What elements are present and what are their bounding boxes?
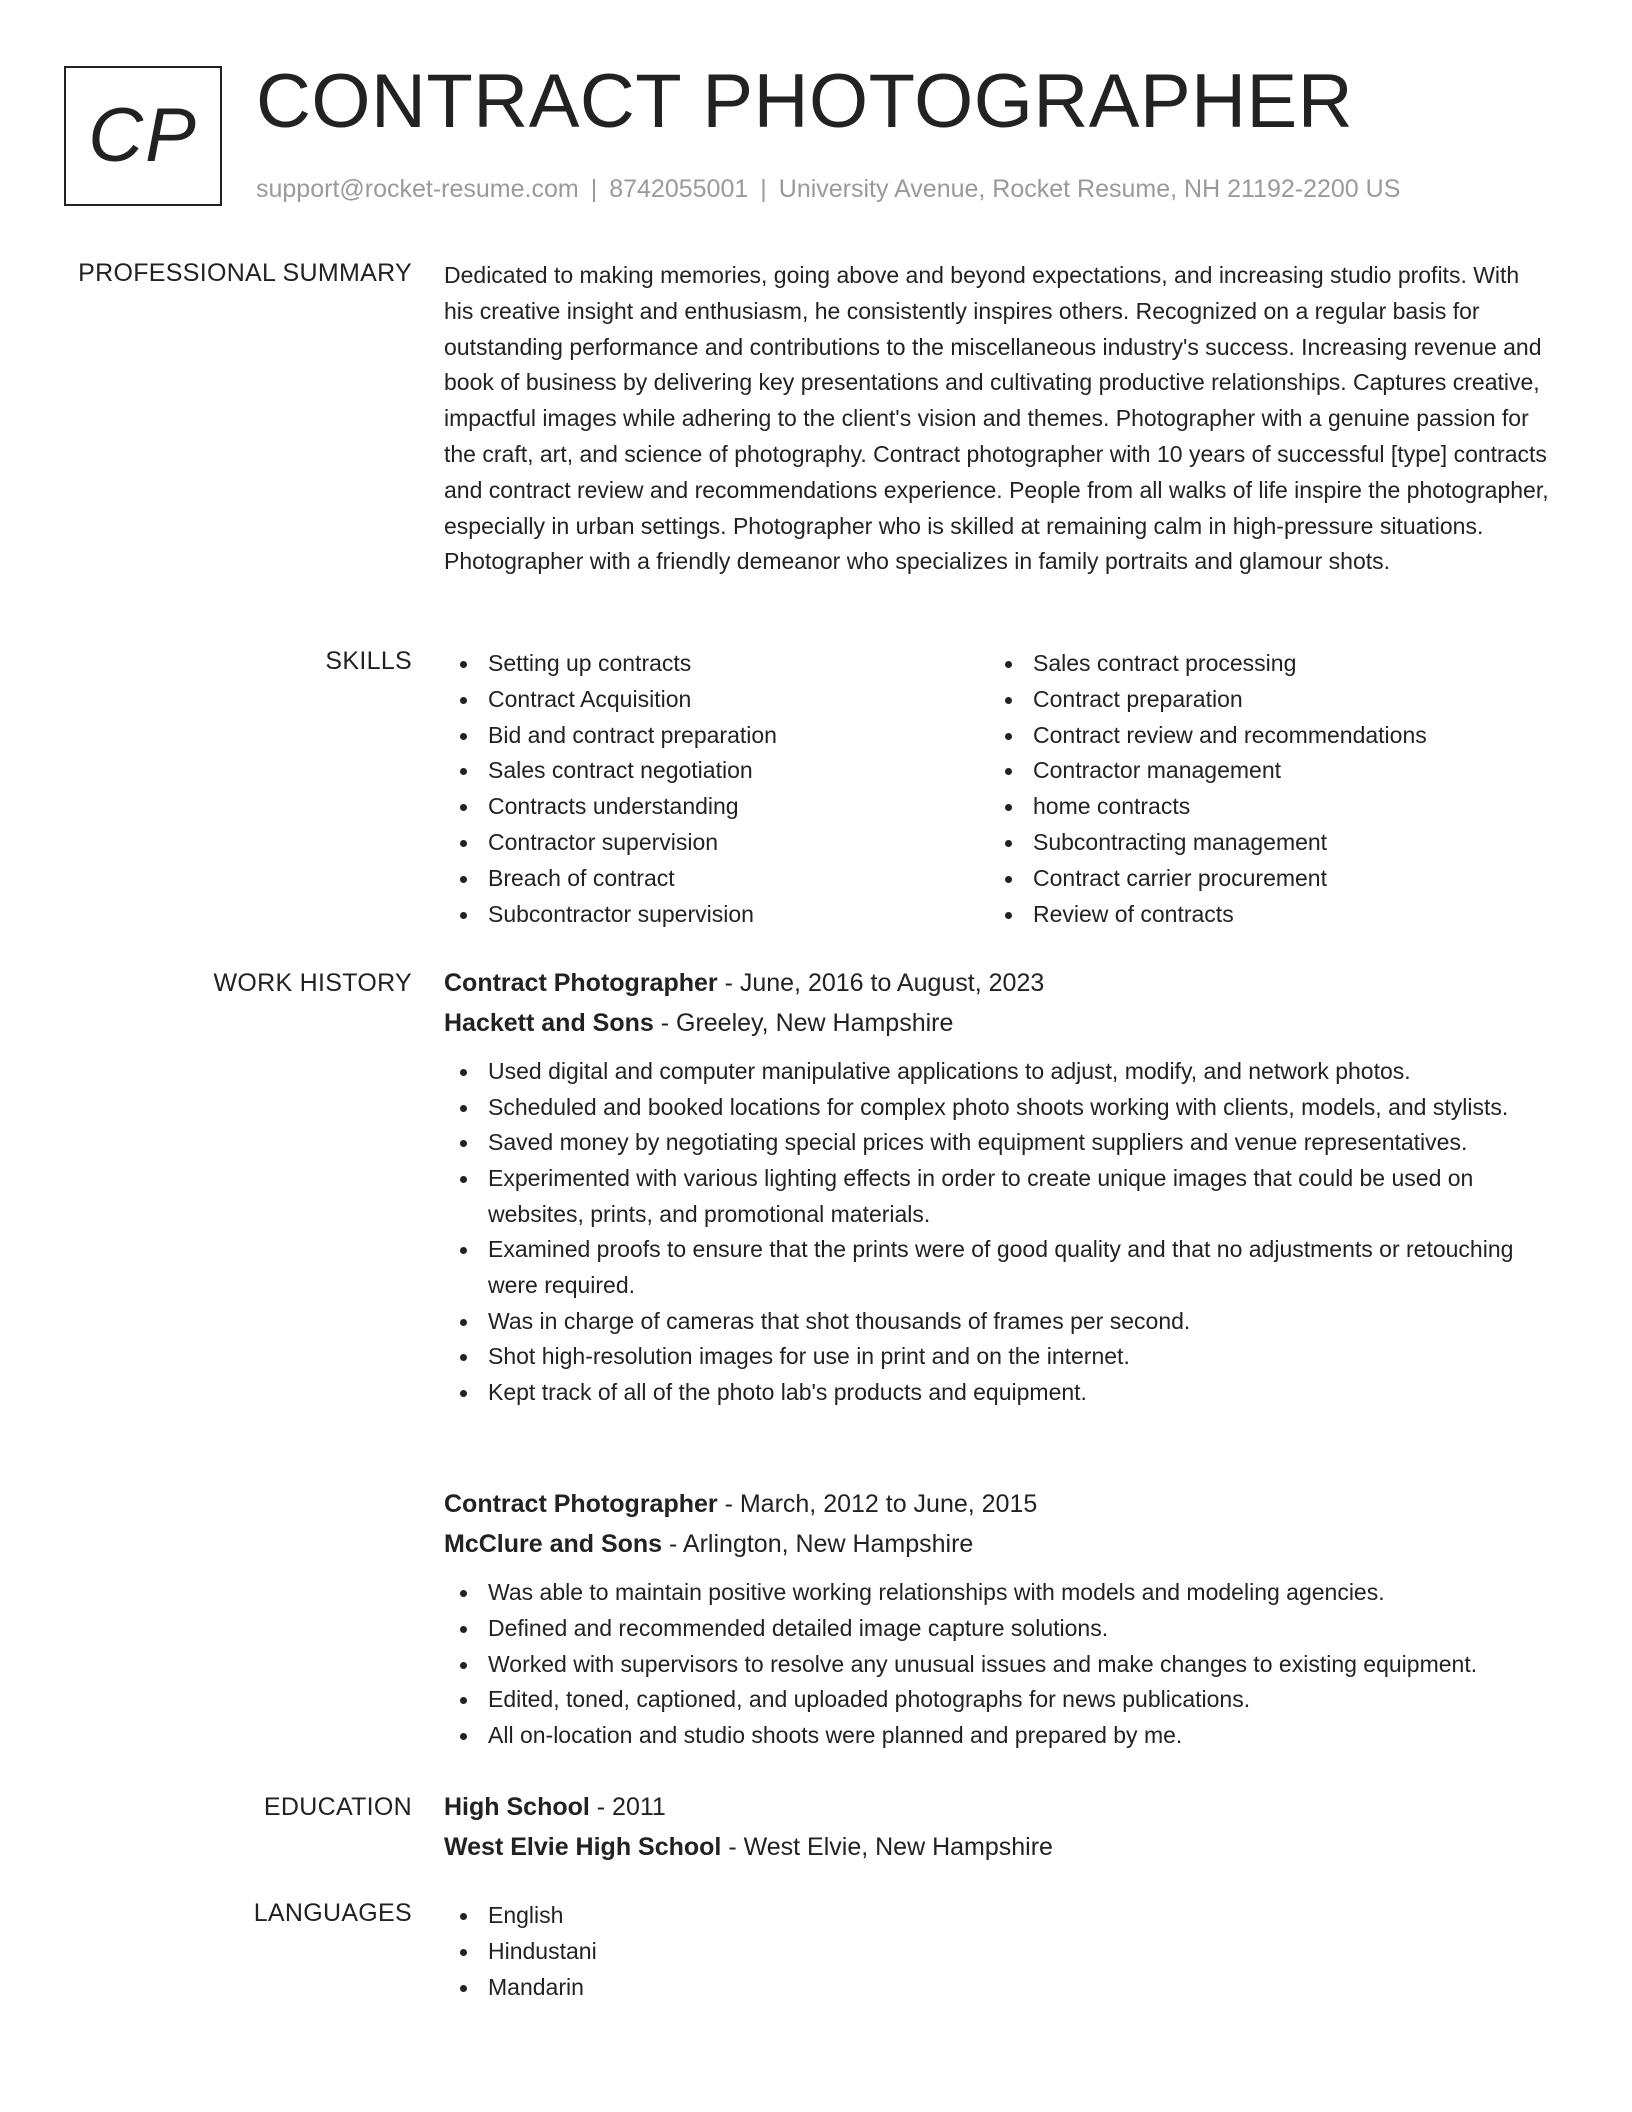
- contact-email: support@rocket-resume.com: [256, 175, 579, 203]
- skill-item: Bid and contract preparation: [444, 718, 989, 754]
- education-school: West Elvie High School: [444, 1833, 722, 1861]
- skill-item: Review of contracts: [989, 897, 1534, 933]
- job-entry: [444, 968, 1554, 1411]
- skill-item: Contract carrier procurement: [989, 861, 1534, 897]
- job-bullet: Was able to maintain positive working relationships with models and modeling agencies.: [444, 1575, 1554, 1611]
- summary-text: Dedicated to making memories, going above and beyond expectations, and increasing studio profits. With his creative insight and enthusiasm, he consistently inspires others. Recognized on a regular basis for outstanding performance and contributions to the miscellaneous industry's success. Increasing revenue and book of business by delivering key presentations and cultivating productive relationships. Captures creative, impactful images while adhering to the client's vision and themes. Photographer with a genuine passion for the craft, art, and science of photography. Contract photographer with 10 years of successful [type] contracts and contract review and recommendations experience. People from all walks of life inspire the photographer, especially in urban settings. Photographer who is skilled at remaining calm in high-pressure situations. Photographer with a friendly demeanor who specializes in family portraits and glamour shots.: [444, 262, 1549, 575]
- education-location: - West Elvie, New Hampshire: [721, 1833, 1053, 1861]
- skill-item: Subcontractor supervision: [444, 897, 989, 933]
- skill-item: home contracts: [989, 789, 1534, 825]
- job-title: Contract Photographer: [444, 969, 718, 997]
- skill-item: Contracts understanding: [444, 789, 989, 825]
- work-history-body: [444, 968, 1554, 1411]
- job-bullets: [444, 1054, 1554, 1411]
- skill-item: Subcontracting management: [989, 825, 1534, 861]
- section-label-work-history: WORK HISTORY: [213, 969, 412, 997]
- section-label-languages: LANGUAGES: [253, 1899, 412, 1927]
- job-dates: - March, 2012 to June, 2015: [717, 1490, 1038, 1518]
- monogram-initials: CP: [88, 93, 198, 178]
- job-bullet: Shot high-resolution images for use in print and on the internet.: [444, 1339, 1554, 1375]
- language-item: English: [444, 1898, 1554, 1934]
- skills-column-right: [989, 646, 1534, 932]
- job-dates: - June, 2016 to August, 2023: [717, 969, 1045, 997]
- summary-body: [444, 258, 1554, 580]
- contact-separator: |: [590, 175, 598, 203]
- job-title-line: [444, 968, 1554, 998]
- education-year: - 2011: [589, 1793, 666, 1821]
- job-bullet: Scheduled and booked locations for complex photo shoots working with clients, models, and stylists.: [444, 1090, 1554, 1126]
- section-label-summary: PROFESSIONAL SUMMARY: [78, 259, 412, 287]
- job-bullet: Experimented with various lighting effects in order to create unique images that could be used on websites, prints, and promotional materials.: [444, 1161, 1554, 1232]
- job-location: - Arlington, New Hampshire: [662, 1530, 974, 1558]
- languages-list: [444, 1898, 1554, 2005]
- job-company-line: [444, 1008, 1554, 1038]
- skill-item: Contract preparation: [989, 682, 1534, 718]
- skills-list-right: [989, 646, 1534, 932]
- skills-list-left: [444, 646, 989, 932]
- skill-item: Sales contract processing: [989, 646, 1534, 682]
- skill-item: Contract review and recommendations: [989, 718, 1534, 754]
- education-degree-line: [444, 1792, 1554, 1822]
- education-school-line: [444, 1832, 1554, 1862]
- skill-item: Contract Acquisition: [444, 682, 989, 718]
- section-label-education: EDUCATION: [263, 1793, 412, 1821]
- job-bullet: Worked with supervisors to resolve any unusual issues and make changes to existing equipment.: [444, 1647, 1554, 1683]
- contact-line: [256, 174, 1400, 204]
- job-title-line: [444, 1489, 1554, 1519]
- job-title: Contract Photographer: [444, 1490, 718, 1518]
- job-company-line: [444, 1529, 1554, 1559]
- job-bullet: Was in charge of cameras that shot thousands of frames per second.: [444, 1304, 1554, 1340]
- skills-column-left: [444, 646, 989, 932]
- skills-body: [444, 646, 1554, 932]
- job-bullet: Edited, toned, captioned, and uploaded photographs for news publications.: [444, 1682, 1554, 1718]
- language-item: Mandarin: [444, 1970, 1554, 2006]
- job-location: - Greeley, New Hampshire: [653, 1009, 954, 1037]
- work-history-body-continued: [444, 1489, 1554, 1754]
- skill-item: Contractor supervision: [444, 825, 989, 861]
- skill-item: Setting up contracts: [444, 646, 989, 682]
- job-entry: [444, 1489, 1554, 1754]
- contact-address: University Avenue, Rocket Resume, NH 21192-2200 US: [778, 175, 1401, 203]
- contact-separator: |: [760, 175, 767, 203]
- languages-body: [444, 1898, 1554, 2005]
- job-bullet: Used digital and computer manipulative applications to adjust, modify, and network photos.: [444, 1054, 1554, 1090]
- job-company: Hackett and Sons: [444, 1009, 654, 1037]
- monogram-logo: [64, 66, 222, 206]
- job-bullet: Defined and recommended detailed image capture solutions.: [444, 1611, 1554, 1647]
- job-bullet: Examined proofs to ensure that the prints were of good quality and that no adjustments or retouching were required.: [444, 1232, 1554, 1303]
- skill-item: Sales contract negotiation: [444, 753, 989, 789]
- section-label-skills: SKILLS: [325, 647, 412, 675]
- job-bullets: [444, 1575, 1554, 1754]
- job-bullet: All on-location and studio shoots were planned and prepared by me.: [444, 1718, 1554, 1754]
- skill-item: Breach of contract: [444, 861, 989, 897]
- education-degree: High School: [444, 1793, 590, 1821]
- job-company: McClure and Sons: [444, 1530, 663, 1558]
- education-body: [444, 1792, 1554, 1878]
- job-bullet: Saved money by negotiating special prices with equipment suppliers and venue representatives.: [444, 1125, 1554, 1161]
- job-bullet: Kept track of all of the photo lab's products and equipment.: [444, 1375, 1554, 1411]
- resume-title: CONTRACT PHOTOGRAPHER: [256, 59, 1354, 144]
- language-item: Hindustani: [444, 1934, 1554, 1970]
- skill-item: Contractor management: [989, 753, 1534, 789]
- contact-phone: 8742055001: [609, 175, 749, 203]
